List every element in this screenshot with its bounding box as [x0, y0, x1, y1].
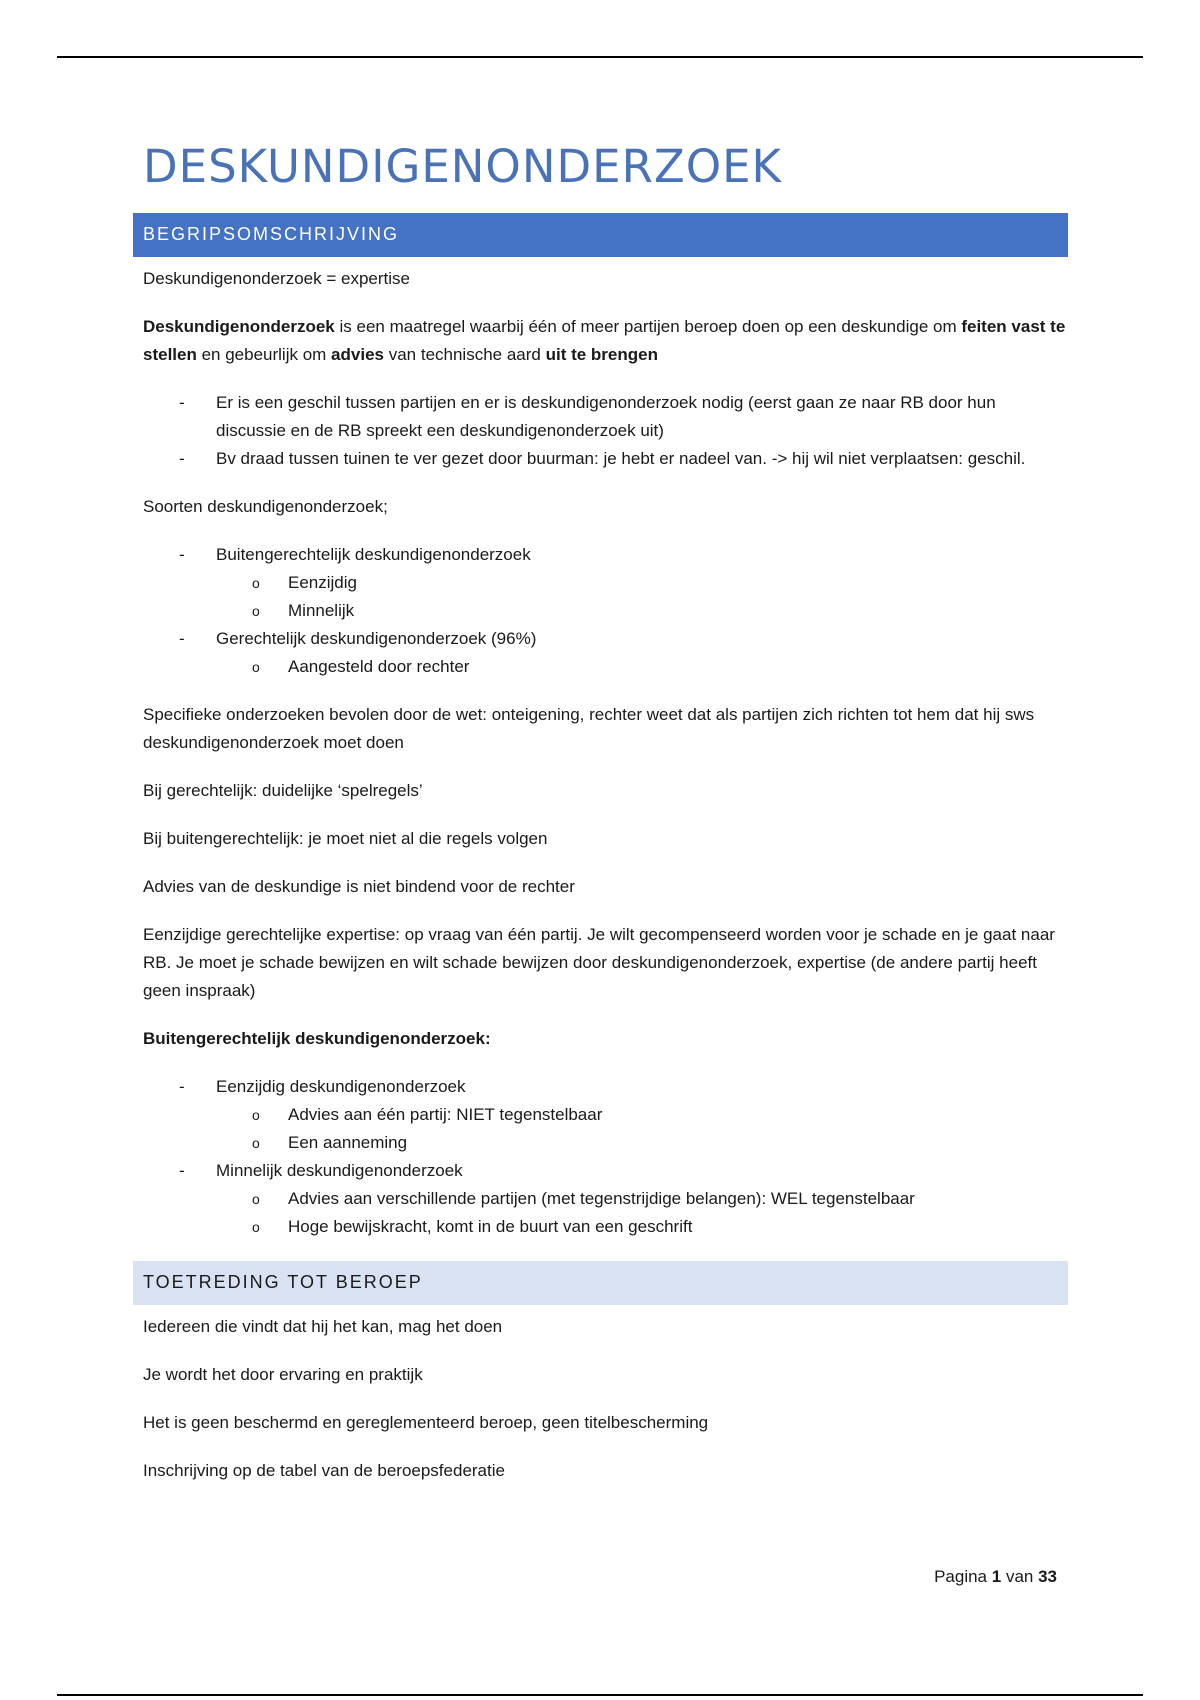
definition-paragraph: Deskundigenonderzoek is een maatregel waarbij één of meer partijen beroep doen op een deskundige om feiten vast te stellen en gebeurlijk om advies van technische aard uit te brengen [143, 317, 1066, 364]
dash-list [143, 1073, 1068, 1241]
section-heading-toetreding: TOETREDING TOT BEROEP [133, 1261, 1068, 1305]
paragraph: Inschrijving op de tabel van de beroepsfederatie [143, 1461, 505, 1480]
dash-list [143, 389, 1068, 473]
document-title: DESKUNDIGENONDERZOEK [143, 140, 783, 193]
sub-list [216, 1101, 1068, 1157]
paragraph: Advies van de deskundige is niet bindend voor de rechter [143, 877, 575, 896]
list-item: - Er is een geschil tussen partijen en er is deskundigenonderzoek nodig (eerst gaan ze naar RB door hun discussie en de RB spreekt een deskundigenonderzoek uit) [179, 393, 996, 440]
sub-list-item: o Advies aan verschillende partijen (met tegenstrijdige belangen): WEL tegenstelbaar [252, 1189, 915, 1208]
document-page [133, 140, 1068, 1505]
sub-list-item: o Een aanneming [252, 1133, 408, 1152]
paragraph: Het is geen beschermd en gereglementeerd beroep, geen titelbescherming [143, 1413, 709, 1432]
list-item: - Eenzijdig deskundigenonderzoek o Advies aan één partij: NIET tegenstelbaar o Een aanneming [143, 1073, 1068, 1157]
paragraph: Eenzijdige gerechtelijke expertise: op vraag van één partij. Je wilt gecompenseerd worden voor je schade en je gaat naar RB. Je moet je schade bewijzen en wilt schade bewijzen door deskundigenonderzoek, expertise (de andere partij heeft geen inspraak) [143, 925, 1055, 1000]
sub-list-item: o Eenzijdig [252, 573, 357, 592]
paragraph: Deskundigenonderzoek = expertise [143, 269, 410, 288]
header-rule [57, 56, 1143, 58]
section-heading-begripsomschrijving: BEGRIPSOMSCHRIJVING [133, 213, 1068, 257]
sub-list [216, 653, 1068, 681]
footer-rule [57, 1694, 1143, 1696]
list-item: - Minnelijk deskundigenonderzoek o Advies aan verschillende partijen (met tegenstrijdige belangen): WEL tegenstelbaar o Hoge bewijskracht, komt in de buurt van een geschrift [143, 1157, 1068, 1241]
paragraph: Bij gerechtelijk: duidelijke ‘spelregels’ [143, 781, 423, 800]
paragraph: Soorten deskundigenonderzoek; [143, 497, 388, 516]
sub-list-item: o Hoge bewijskracht, komt in de buurt van een geschrift [252, 1217, 693, 1236]
sub-list-item: o Advies aan één partij: NIET tegenstelbaar [252, 1105, 603, 1124]
paragraph: Je wordt het door ervaring en praktijk [143, 1365, 423, 1384]
bold-paragraph: Buitengerechtelijk deskundigenonderzoek: [143, 1029, 491, 1048]
sub-list-item: o Minnelijk [252, 601, 355, 620]
sub-list-item: o Aangesteld door rechter [252, 657, 470, 676]
page-number: Pagina 1 van 33 [934, 1567, 1057, 1586]
list-item: - Gerechtelijk deskundigenonderzoek (96%) o Aangesteld door rechter [143, 625, 1068, 681]
list-item: - Buitengerechtelijk deskundigenonderzoek o Eenzijdig o Minnelijk [143, 541, 1068, 625]
list-item: - Bv draad tussen tuinen te ver gezet door buurman: je hebt er nadeel van. -> hij wil niet verplaatsen: geschil. [179, 449, 1026, 468]
sub-list [216, 1185, 1068, 1241]
paragraph: Bij buitengerechtelijk: je moet niet al die regels volgen [143, 829, 548, 848]
paragraph: Specifieke onderzoeken bevolen door de wet: onteigening, rechter weet dat als partijen zich richten tot hem dat hij sws deskundigenonderzoek moet doen [143, 705, 1035, 752]
dash-list [143, 541, 1068, 681]
paragraph: Iedereen die vindt dat hij het kan, mag het doen [143, 1317, 503, 1336]
sub-list [216, 569, 1068, 625]
